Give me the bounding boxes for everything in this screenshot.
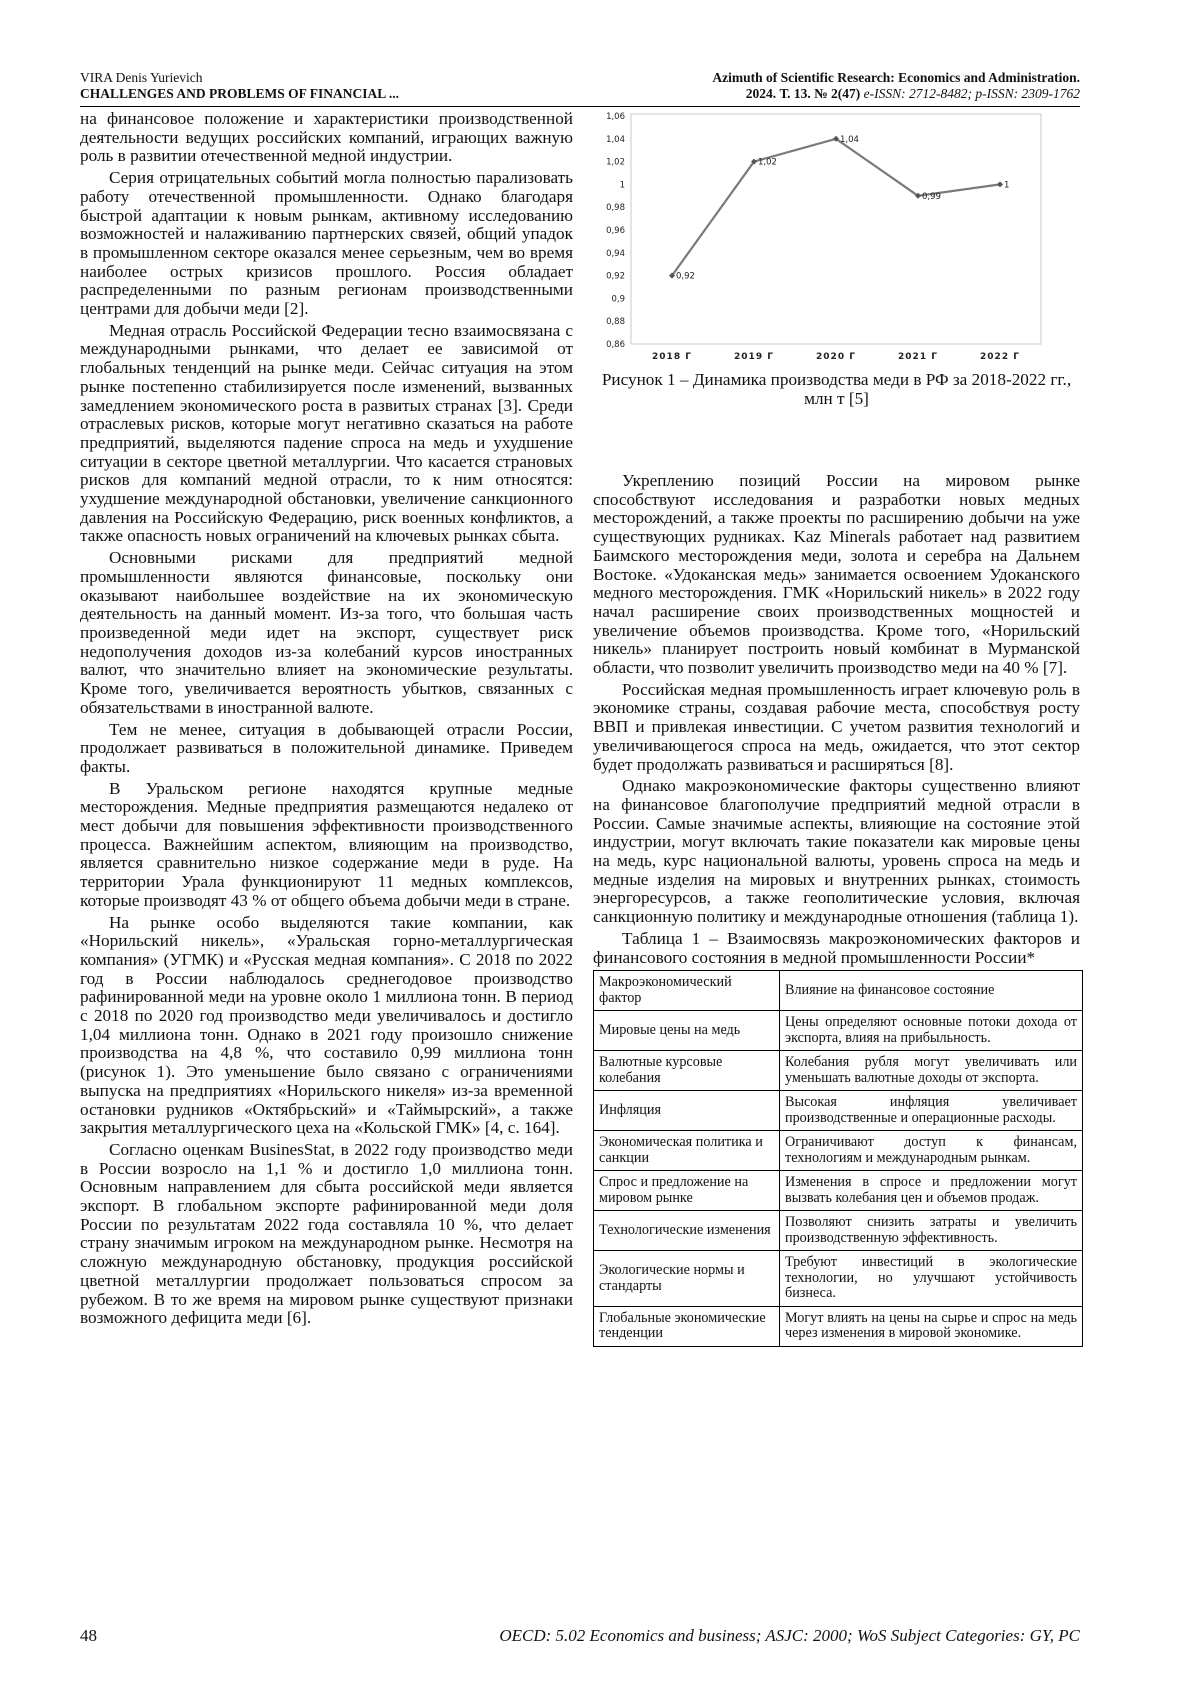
journal-page <box>80 70 1080 1670</box>
series-line <box>672 139 1000 276</box>
table-header-factor: Макроэкономический фактор <box>594 971 780 1011</box>
y-tick-label: 0,96 <box>606 226 625 236</box>
factors-table <box>593 970 1083 1347</box>
y-tick-label: 1,04 <box>606 134 625 145</box>
paragraph: на финансовое положение и характеристики производственной деятельности ведущих российских компаний, играющих важную роль в развитии отечественной медной индустрии. <box>80 109 573 166</box>
y-tick-label: 0,9 <box>611 294 625 305</box>
header-issue: 2024. Т. 13. № 2(47) <box>745 86 861 101</box>
y-tick-label: 1 <box>619 180 625 191</box>
data-label: 1 <box>1004 180 1010 191</box>
paragraph: Основными рисками для предприятий медной промышленности являются финансовые, поскольку они оказывают наибольшее воздействие на их экономическую деятельность на данный момент. Из-за того, что большая часть произведенной меди идет на экспорт, существует риск недополучения доходов из-за колебаний курсов иностранных валют, что значительно влияет на экономические результаты. Кроме того, увеличивается вероятность убытков, связанных с обязательствами в иностранной валюте. <box>80 548 573 717</box>
x-tick-label: 2022 Г <box>980 352 1020 362</box>
paragraph: На рынке особо выделяются такие компании, как «Норильский никель», «Уральская горно-металлургическая компания» (УГМК) и «Русская медная компания». С 2018 по 2022 год в России наблюдалось среднегодовое производство рафинированной меди на уровне около 1 миллиона тонн. В период с 2018 по 2020 год производство меди увеличивалось и достигло 1,04 миллиона тонн. Однако в 2021 году произошло снижение производства на 4,8 %, что составило 0,99 миллиона тонн (рисунок 1). Это уменьшение было связано с ограничениями выпуска на предприятиях «Норильского никеля» из-за временной остановки рудников «Октябрьский» и «Таймырский», а также закрытия металлургического цеха на «Кольской ГМК» [4, с. 164]. <box>80 912 573 1138</box>
y-tick-label: 0,86 <box>606 340 625 350</box>
page-number: 48 <box>80 1626 97 1645</box>
x-tick-label: 2018 Г <box>652 352 692 362</box>
running-header <box>80 70 1080 107</box>
table-row <box>594 1051 1083 1091</box>
figure-caption: Рисунок 1 – Динамика производства меди в РФ за 2018-2022 гг., млн т [5] <box>601 370 1072 408</box>
factor-cell: Технологические изменения <box>594 1211 780 1251</box>
impact-cell: Колебания рубля могут увеличивать или уменьшать валютные доходы от экспорта. <box>780 1051 1083 1091</box>
impact-cell: Изменения в спросе и предложении могут вызвать колебания цен и объемов продаж. <box>780 1171 1083 1211</box>
factor-cell: Спрос и предложение на мировом рынке <box>594 1171 780 1211</box>
figure-1 <box>593 112 1080 408</box>
table-row <box>594 1011 1083 1051</box>
paragraph: Укреплению позиций России на мировом рынке способствуют исследования и разработки новых медных месторождений, а также проекты по расширению добычи на уже существующих рудниках. Kaz Minerals работает над развитием Баимского месторождения меди, золота и серебра на Дальнем Востоке. «Удоканская медь» занимается освоением Удоканского медного месторождения. ГМК «Норильский никель» в 2022 году начал расширение своих производственных мощностей и увеличение объемов производства. Кроме того, «Норильский никель» планирует построить новый комбинат в Мурманской области, что позволит увеличить производство меди на 40 % [7]. <box>593 471 1080 678</box>
left-column <box>80 110 573 1331</box>
y-tick-label: 0,88 <box>606 317 625 328</box>
copper-production-chart <box>593 112 1080 362</box>
paragraph: Серия отрицательных событий могла полностью парализовать работу отечественной промышленности. Однако благодаря быстрой адаптации к новым рынкам, активному исследованию возможностей и налаживанию партнерских связей, общий упадок в промышленном секторе оказался менее серьезным, чем во время наиболее острых кризисов прошлого. Россия обладает распределенными по разным регионам производственными центрами для добычи меди [2]. <box>80 168 573 319</box>
subject-classification: OECD: 5.02 Economics and business; ASJC: 2000; WoS Subject Categories: GY, PC <box>499 1626 1080 1645</box>
factor-cell: Валютные курсовые колебания <box>594 1051 780 1091</box>
data-label: 0,92 <box>676 271 695 282</box>
header-issn: e-ISSN: 2712-8482; p-ISSN: 2309-1762 <box>860 86 1080 101</box>
table-row <box>594 1131 1083 1171</box>
impact-cell: Высокая инфляция увеличивает производственные и операционные расходы. <box>780 1091 1083 1131</box>
factor-cell: Экономическая политика и санкции <box>594 1131 780 1171</box>
data-label: 0,99 <box>922 191 941 202</box>
impact-cell: Могут влиять на цены на сырье и спрос на медь через изменения в мировой экономике. <box>780 1306 1083 1346</box>
right-column <box>593 472 1080 1347</box>
x-tick-label: 2020 Г <box>816 352 856 362</box>
factor-cell: Экологические нормы и стандарты <box>594 1251 780 1307</box>
table-row <box>594 1171 1083 1211</box>
impact-cell: Позволяют снизить затраты и увеличить производственную эффективность. <box>780 1211 1083 1251</box>
factor-cell: Мировые цены на медь <box>594 1011 780 1051</box>
paragraph: Тем не менее, ситуация в добывающей отрасли России, продолжает развиваться в положительной динамике. Приведем факты. <box>80 719 573 776</box>
impact-cell: Цены определяют основные потоки дохода от экспорта, влияя на прибыльность. <box>780 1011 1083 1051</box>
table-row <box>594 1211 1083 1251</box>
table-row <box>594 1091 1083 1131</box>
y-tick-label: 1,02 <box>606 157 625 168</box>
x-tick-label: 2019 Г <box>734 352 774 362</box>
impact-cell: Требуют инвестиций в экологические технологии, но улучшают устойчивость бизнеса. <box>780 1251 1083 1307</box>
data-label: 1,02 <box>758 157 777 168</box>
paragraph: Медная отрасль Российской Федерации тесно взаимосвязана с международными рынками, что делает ее зависимой от глобальных тенденций на рынке меди. Сейчас ситуация на этом рынке постепенно стабилизируется после изменений, вызванных замедлением экономического роста в развитых странах [3]. Среди отраслевых рисков, которые могут негативно сказаться на работе предприятий, выделяются падение спроса на медь и ухудшение ситуации в секторе цветной металлургии. Что касается страновых рисков для компаний медной отрасли, то к ним относятся: ухудшение международной обстановки, увеличение санкционного давления на Российскую Федерацию, риск военных конфликтов, а также опасность новых ограничений на ключевых рынках сбыта. <box>80 320 573 546</box>
paragraph: Однако макроэкономические факторы существенно влияют на финансовое благополучие предприятий медной отрасли в России. Самые значимые аспекты, влияющие на состояние этой индустрии, могут включать такие показатели как мировые цены на медь, курс национальной валюты, уровень спроса на медь и медные изделия на мировых и внутренних рынках, стоимость энергоресурсов, а также геополитические условия, включая санкционную политику и международные отношения (таблица 1). <box>593 776 1080 927</box>
factor-cell: Глобальные экономические тенденции <box>594 1306 780 1346</box>
data-label: 1,04 <box>840 134 859 145</box>
impact-cell: Ограничивают доступ к финансам, технологиям и международным рынкам. <box>780 1131 1083 1171</box>
table-header-impact: Влияние на финансовое состояние <box>780 971 1083 1011</box>
table-row <box>594 1306 1083 1346</box>
table-row <box>594 1251 1083 1307</box>
header-author-block <box>80 70 399 102</box>
plot-area-border <box>631 114 1041 344</box>
data-point <box>997 181 1003 187</box>
header-article-title: CHALLENGES AND PROBLEMS OF FINANCIAL ... <box>80 86 400 101</box>
y-tick-label: 1,06 <box>606 112 625 122</box>
table-caption: Таблица 1 – Взаимосвязь макроэкономических факторов и финансового состояния в медной промышленности России* <box>593 928 1080 967</box>
header-journal-title: Azimuth of Scientific Research: Economics and Administration. <box>712 70 1080 85</box>
paragraph: Согласно оценкам BusinesStat, в 2022 году производство меди в России возросло на 1,1 % и достигло 1,0 миллиона тонн. Основным направлением для сбыта российской меди является экспорт. В глобальном экспорте рафинированной меди доля России по результатам 2022 года составляла 10 %, что делает страну значимым игроком на международном рынке. Несмотря на сложную международную обстановку, продукция российской цветной металлургии продолжает пользоваться спросом за рубежом. В то же время на мировом рынке существуют признаки возможного дефицита меди [6]. <box>80 1139 573 1328</box>
paragraph: Российская медная промышленность играет ключевую роль в экономике страны, создавая рабочие места, способствуя росту ВВП и привлекая инвестиции. С учетом развития технологий и увеличивающегося спроса на медь, ожидается, что этот сектор будет продолжать развиваться и расширяться [8]. <box>593 679 1080 774</box>
header-issue-line <box>712 86 1080 102</box>
y-tick-label: 0,98 <box>606 203 625 214</box>
table-header-row <box>594 971 1083 1011</box>
factor-cell: Инфляция <box>594 1091 780 1131</box>
y-tick-label: 0,92 <box>606 271 625 282</box>
header-journal-block <box>712 70 1080 102</box>
header-author: VIRA Denis Yurievich <box>80 70 203 85</box>
y-tick-label: 0,94 <box>606 248 625 259</box>
x-tick-label: 2021 Г <box>898 352 938 362</box>
paragraph: В Уральском регионе находятся крупные медные месторождения. Медные предприятия размещаются недалеко от мест добычи для повышения эффективности производственного процесса. Важнейшим аспектом, влияющим на производство, является сравнительно низкое содержание меди в руде. На территории Урала функционируют 11 медных комплексов, которые производят 43 % от общего объема добычи меди в стране. <box>80 778 573 910</box>
